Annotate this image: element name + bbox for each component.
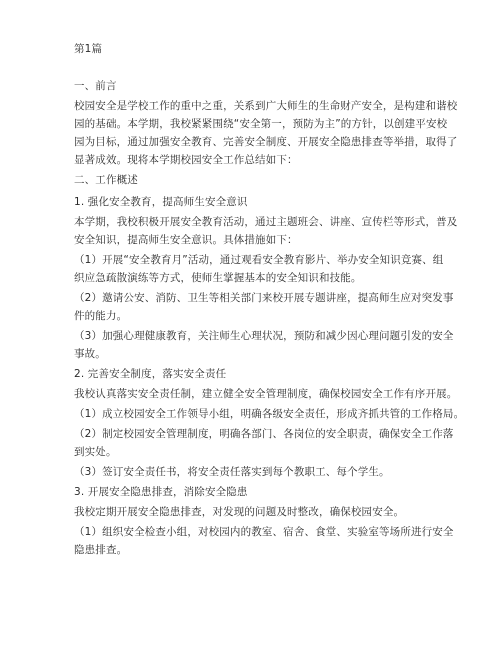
item-heading: 2. 完善安全制度，落实安全责任 (74, 368, 227, 380)
sub-item-line: 到实处。 (74, 446, 117, 458)
paragraph-line: 校园安全是学校工作的重中之重，关系到广大师生的生命财产安全，是构建和谐校 (74, 100, 458, 112)
item-heading: 3. 开展安全隐患排查，消除安全隐患 (74, 486, 248, 498)
part-title: 第1篇 (74, 43, 103, 55)
sub-item-line: （2）邀请公安、消防、卫生等相关部门来校开展专题讲座，提高师生应对突发事 (74, 292, 454, 304)
paragraph-line: 安全知识，提高师生安全意识。具体措施如下： (74, 234, 298, 246)
paragraph-line: 显著成效。现将本学期校园安全工作总结如下： (74, 154, 298, 166)
sub-item-line: （1）组织安全检查小组，对校园内的教室、宿舍、食堂、实验室等场所进行安全 (74, 526, 454, 538)
section-heading-overview: 二、工作概述 (74, 174, 138, 186)
sub-item-line: （3）签订安全责任书，将安全责任落实到每个教职工、每个学生。 (74, 466, 390, 478)
paragraph-line: 我校认真落实安全责任制，建立健全安全管理制度，确保校园安全工作有序开展。 (74, 388, 458, 400)
sub-item-line: 织应急疏散演练等方式，使师生掌握基本的安全知识和技能。 (74, 272, 362, 284)
paragraph-line: 园为目标，通过加强安全教育、完善安全制度、开展安全隐患排查等举措，取得了 (74, 136, 458, 148)
sub-item-line: 件的能力。 (74, 310, 128, 322)
sub-item-line: 隐患排查。 (74, 544, 128, 556)
sub-item-line: （3）加强心理健康教育，关注师生心理状况，预防和减少因心理问题引发的安全 (74, 330, 454, 342)
sub-item-line: 事故。 (74, 348, 106, 360)
sub-item-line: （2）制定校园安全管理制度，明确各部门、各岗位的安全职责，确保安全工作落 (74, 428, 454, 440)
paragraph-line: 我校定期开展安全隐患排查，对发现的问题及时整改，确保校园安全。 (74, 506, 405, 518)
section-heading-preface: 一、前言 (74, 80, 117, 92)
sub-item-line: （1）成立校园安全工作领导小组，明确各级安全责任，形成齐抓共管的工作格局。 (74, 408, 465, 420)
paragraph-line: 本学期，我校积极开展安全教育活动，通过主题班会、讲座、宣传栏等形式，普及 (74, 216, 458, 228)
item-heading: 1. 强化安全教育，提高师生安全意识 (74, 196, 248, 208)
paragraph-line: 园的基础。本学期，我校紧紧围绕“安全第一，预防为主”的方针，以创建平安校 (74, 118, 448, 130)
sub-item-line: （1）开展“安全教育月”活动，通过观看安全教育影片、举办安全知识竞赛、组 (74, 254, 444, 266)
